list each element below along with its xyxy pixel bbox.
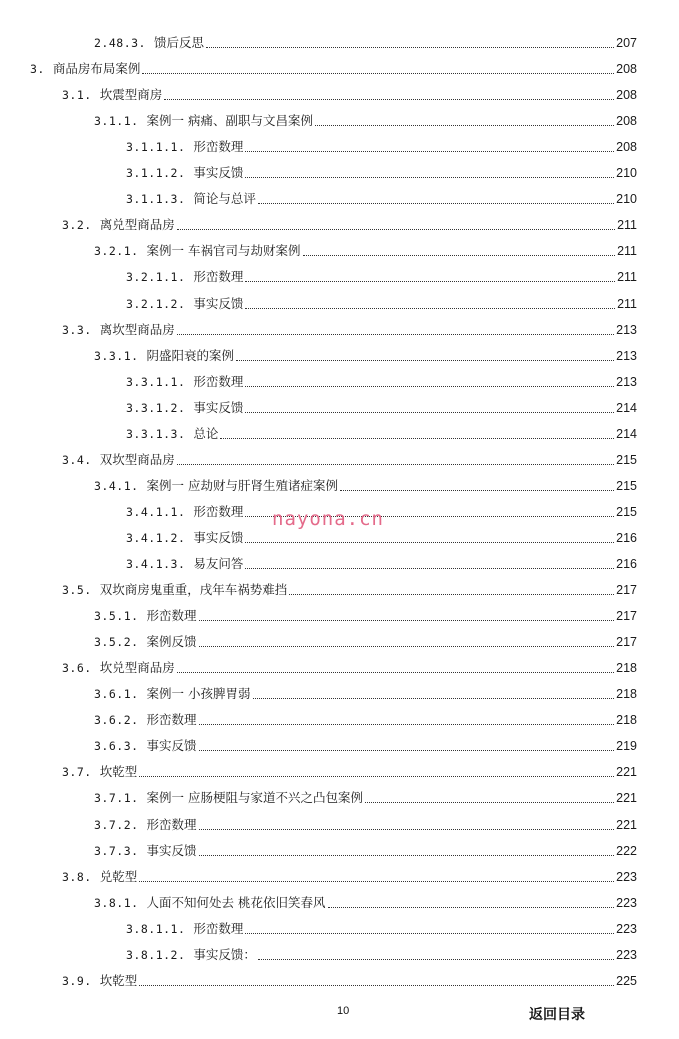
toc-entry-number: 3.4.1.2. (126, 530, 186, 545)
toc-entry-title: 案例一 车祸官司与劫财案例 (146, 243, 301, 259)
toc-entry-title: 人面不知何处去 桃花依旧笑春风 (146, 894, 326, 910)
toc-entry[interactable] (126, 424, 637, 444)
toc-entry-title: 双坎型商品房 (99, 451, 175, 467)
toc-entry-page: 223 (616, 895, 637, 910)
toc-entry-number: 3.3.1. (94, 348, 139, 363)
dot-leader (245, 567, 614, 569)
toc-entry-label (126, 189, 256, 209)
toc-entry-title: 形峦数理 (193, 373, 244, 389)
toc-entry-label (62, 867, 137, 887)
toc-entry-number: 3.8. (62, 869, 92, 884)
dot-leader (245, 932, 614, 934)
dot-leader (245, 385, 614, 387)
toc-entry-page: 213 (616, 348, 637, 363)
toc-entry-label (62, 971, 137, 991)
dot-leader (139, 984, 614, 986)
toc-entry-number: 3.9. (62, 973, 92, 988)
dot-leader (220, 437, 614, 439)
dot-leader (199, 619, 615, 621)
toc-entry-number: 3.1.1.2. (126, 166, 186, 181)
dot-leader (258, 958, 614, 960)
toc-entry-label (126, 554, 243, 574)
toc-entry-title: 形峦数理 (193, 503, 244, 519)
toc-entry-number: 3.3. (62, 322, 92, 337)
toc-entry-number: 3.1.1.3. (126, 192, 186, 207)
toc-entry[interactable] (126, 554, 637, 574)
toc-entry-title: 形峦数理 (193, 139, 244, 155)
toc-entry-label (62, 658, 175, 678)
toc-entry[interactable] (94, 632, 637, 652)
toc-entry-title: 坎兑型商品房 (99, 660, 175, 676)
toc-entry-page: 208 (616, 114, 637, 129)
toc-entry-title: 形峦数理 (193, 269, 244, 285)
toc-entry-page: 219 (616, 739, 637, 754)
toc-entry-label (126, 267, 243, 287)
dot-leader (177, 228, 615, 230)
toc-entry-label (62, 85, 162, 105)
toc-entry-title: 事实反馈 (146, 842, 197, 858)
toc-entry-number: 3.1.1. (94, 114, 139, 129)
toc-entry-title: 案例一 应肠梗阻与家道不兴之凸包案例 (146, 790, 364, 806)
toc-entry-number: 3.5. (62, 583, 92, 598)
toc-entry[interactable] (94, 346, 637, 366)
toc-entry-page: 215 (616, 478, 637, 493)
dot-leader (253, 697, 615, 699)
toc-entry-page: 213 (616, 322, 637, 337)
dot-leader (164, 98, 614, 100)
toc-entry-page: 215 (616, 452, 637, 467)
toc-entry-label (62, 762, 137, 782)
toc-entry-page: 211 (617, 244, 637, 259)
toc-entry[interactable] (126, 294, 637, 314)
toc-entry-number: 3. (30, 62, 45, 77)
toc-entry-label (62, 450, 175, 470)
toc-entry-label (94, 632, 197, 652)
toc-entry[interactable] (62, 85, 637, 105)
toc-entry-label (62, 320, 175, 340)
toc-entry[interactable] (62, 320, 637, 340)
toc-entry-label (94, 788, 363, 808)
toc-entry-number: 3.7. (62, 765, 92, 780)
toc-entry-page: 216 (616, 557, 637, 571)
toc-entry-label (94, 841, 197, 861)
watermark: nayona.cn (272, 508, 384, 530)
dot-leader (245, 411, 614, 413)
toc-entry-number: 3.7.2. (94, 817, 139, 832)
page-number: 10 (337, 1005, 350, 1017)
toc-entry-title: 案例一 病痛、副职与文昌案例 (146, 113, 314, 129)
toc-entry[interactable] (62, 971, 637, 991)
toc-entry-page: 211 (617, 218, 637, 233)
toc-entry-number: 3.4.1. (94, 478, 139, 493)
toc-entry[interactable] (94, 684, 637, 704)
toc-entry-title: 阴盛阳衰的案例 (146, 347, 235, 363)
toc-entry-title: 商品房布局案例 (52, 61, 141, 77)
toc-entry-number: 3.1. (62, 88, 92, 103)
toc-entry-label (126, 919, 243, 939)
toc-entry-label (62, 215, 175, 235)
toc-entry-page: 222 (616, 843, 637, 858)
toc-entry-page: 225 (616, 973, 637, 988)
dot-leader (199, 645, 615, 647)
toc-entry-number: 3.8.1.1. (126, 921, 186, 936)
toc-entry-page: 207 (616, 36, 637, 50)
toc-entry-page: 211 (617, 296, 637, 311)
toc-entry-number: 3.6.1. (94, 687, 139, 702)
toc-entry[interactable] (62, 658, 637, 678)
toc-entry-page: 210 (616, 192, 637, 207)
toc-entry-title: 坎乾型 (99, 764, 138, 780)
toc-entry-number: 3.8.1. (94, 895, 139, 910)
dot-leader (177, 463, 614, 465)
toc-entry-page: 208 (616, 62, 637, 77)
toc-entry-title: 案例一 小孩脾胃弱 (146, 686, 251, 702)
toc-entry-label (126, 137, 243, 157)
toc-entry-number: 3.2.1.1. (126, 270, 186, 285)
dot-leader (245, 150, 614, 152)
dot-leader (258, 202, 614, 204)
toc-entry-label (94, 893, 326, 913)
dot-leader (199, 828, 615, 830)
toc-entry-number: 2.48.3. (94, 36, 146, 50)
toc-entry-page: 217 (616, 609, 637, 624)
toc-entry-number: 3.6.3. (94, 739, 139, 754)
toc-entry-title: 坎震型商房 (99, 87, 163, 103)
toc-entry-title: 馈后反思 (153, 35, 204, 50)
dot-leader (245, 280, 615, 282)
dot-leader (328, 906, 615, 908)
toc-entry[interactable] (62, 580, 637, 600)
toc-entry-page: 221 (616, 817, 637, 832)
toc-entry[interactable] (126, 528, 637, 548)
dot-leader (340, 489, 614, 491)
toc-entry-label (62, 580, 287, 600)
dot-leader (142, 72, 614, 74)
toc-entry[interactable] (126, 189, 637, 209)
toc-entry-page: 217 (616, 635, 637, 650)
toc-entry-label (126, 502, 243, 522)
toc-entry-number: 3.3.1.3. (126, 426, 186, 441)
toc-entry-number: 3.8.1.2. (126, 947, 186, 962)
toc-entry-title: 形峦数理 (193, 920, 244, 936)
toc-entry[interactable] (94, 841, 637, 861)
toc-entry-title: 离坎型商品房 (99, 321, 175, 337)
dot-leader (236, 359, 614, 361)
toc-entry-title: 事实反馈 (193, 399, 244, 415)
toc-entry-title: 坎乾型 (99, 972, 138, 988)
toc-entry-label (94, 815, 197, 835)
toc-entry-label (94, 606, 197, 626)
toc-entry-label (94, 710, 197, 730)
dot-leader (289, 593, 614, 595)
dot-leader (199, 854, 615, 856)
toc-entry-number: 3.6. (62, 661, 92, 676)
toc-entry[interactable] (62, 762, 637, 782)
toc-entry-page: 215 (616, 504, 637, 519)
toc-entry-label (126, 163, 243, 183)
toc-entry-title: 案例反馈 (146, 634, 197, 650)
toc-entry-page: 211 (617, 270, 637, 285)
toc-entry-title: 兑乾型 (99, 868, 138, 884)
toc-entry[interactable] (62, 215, 637, 235)
toc-entry-label (94, 241, 301, 261)
toc-entry-page: 208 (616, 140, 637, 155)
toc-entry-label (94, 736, 197, 756)
toc-entry-page: 213 (616, 374, 637, 389)
dot-leader (245, 176, 614, 178)
toc-entry-number: 3.4.1.3. (126, 557, 186, 571)
dot-leader (245, 307, 615, 309)
toc-entry[interactable] (94, 476, 637, 496)
dot-leader (199, 749, 615, 751)
toc-entry-number: 3.3.1.2. (126, 400, 186, 415)
dot-leader (139, 775, 614, 777)
toc-entry-label (94, 684, 251, 704)
toc-entry[interactable] (30, 59, 637, 79)
toc-entry-number: 3.6.2. (94, 713, 139, 728)
dot-leader (177, 671, 614, 673)
toc-entry[interactable] (126, 267, 637, 287)
dot-leader (365, 801, 614, 803)
toc-entry-label (126, 398, 243, 418)
toc-entry-number: 3.4.1.1. (126, 504, 186, 519)
toc-entry-label (126, 294, 243, 314)
toc-entry-page: 218 (616, 713, 637, 728)
toc-entry[interactable] (126, 137, 637, 157)
toc-entry[interactable] (94, 111, 637, 131)
toc-entry[interactable] (126, 398, 637, 418)
toc-entry-number: 3.5.1. (94, 609, 139, 624)
toc-entry-label (94, 346, 234, 366)
dot-leader (199, 723, 615, 725)
toc-entry-page: 208 (616, 88, 637, 103)
toc-entry-title: 事实反馈： (193, 946, 256, 962)
toc-entry-page: 214 (616, 400, 637, 415)
toc-entry-title: 形峦数理 (146, 816, 197, 832)
toc-entry-page: 221 (616, 765, 637, 780)
toc-entry-label (94, 111, 313, 131)
toc-entry-number: 3.7.3. (94, 843, 139, 858)
toc-entry-page: 217 (616, 583, 637, 598)
toc-entry-title: 双坎商房鬼重重，戌年车祸势难挡 (99, 582, 288, 598)
toc-entry-page: 218 (616, 687, 637, 702)
toc-entry-title: 形峦数理 (146, 712, 197, 728)
dot-leader (303, 254, 616, 256)
toc-entry-label (126, 424, 218, 444)
toc-entry[interactable] (126, 372, 637, 392)
toc-entry-page: 214 (616, 426, 637, 441)
toc-entry-number: 3.2.1.2. (126, 296, 186, 311)
toc-entry[interactable] (62, 450, 637, 470)
toc-entry-title: 总论 (193, 425, 219, 441)
dot-leader (139, 880, 614, 882)
toc-entry[interactable] (94, 710, 637, 730)
toc-entry-title: 形峦数理 (146, 608, 197, 624)
toc-entry-number: 3.3.1.1. (126, 374, 186, 389)
toc-entry-number: 3.1.1.1. (126, 140, 186, 155)
toc-entry-label (126, 528, 243, 548)
toc-entry-page: 216 (616, 530, 637, 545)
toc-entry[interactable] (94, 788, 637, 808)
toc-entry[interactable] (126, 163, 637, 183)
toc-entry[interactable] (94, 241, 637, 261)
dot-leader (177, 333, 614, 335)
toc-entry[interactable] (94, 815, 637, 835)
toc-entry-title: 事实反馈 (193, 165, 244, 181)
dot-leader (315, 124, 614, 126)
toc-entry-number: 3.4. (62, 452, 92, 467)
toc-entry[interactable] (94, 606, 637, 626)
toc-entry-number: 3.5.2. (94, 635, 139, 650)
toc-entry-page: 210 (616, 166, 637, 181)
toc-entry-page: 221 (616, 791, 637, 806)
toc-entry-title: 案例一 应劫财与肝肾生殖诸症案例 (146, 477, 339, 493)
toc-entry[interactable] (62, 867, 637, 887)
toc-entry-page: 223 (616, 947, 637, 962)
toc-entry-label (30, 59, 140, 79)
toc-entry[interactable] (94, 736, 637, 756)
toc-entry-title: 易友问答 (193, 556, 244, 571)
toc-entry-title: 事实反馈 (146, 738, 197, 754)
toc-entry-label (94, 476, 338, 496)
toc-entry[interactable] (94, 33, 637, 53)
toc-entry-page: 218 (616, 661, 637, 676)
toc-entry-page: 223 (616, 921, 637, 936)
toc-entry-title: 离兑型商品房 (99, 217, 175, 233)
toc-entry-label (126, 945, 256, 965)
toc-entry-label (126, 372, 243, 392)
dot-leader (245, 541, 614, 543)
dot-leader (206, 46, 614, 48)
toc-entry-number: 3.2.1. (94, 244, 139, 259)
toc-entry[interactable] (94, 893, 637, 913)
toc-entry-title: 事实反馈 (193, 529, 244, 545)
toc-entry-number: 3.7.1. (94, 791, 139, 806)
toc-entry[interactable] (126, 919, 637, 939)
back-to-contents-link[interactable]: 返回目录 (529, 1006, 585, 1022)
toc-entry-number: 3.2. (62, 218, 92, 233)
toc-entry-page: 223 (616, 869, 637, 884)
toc-entry-title: 简论与总评 (193, 191, 256, 207)
toc-entry-label (94, 33, 204, 53)
toc-entry[interactable] (126, 945, 637, 965)
toc-entry-title: 事实反馈 (193, 295, 244, 311)
